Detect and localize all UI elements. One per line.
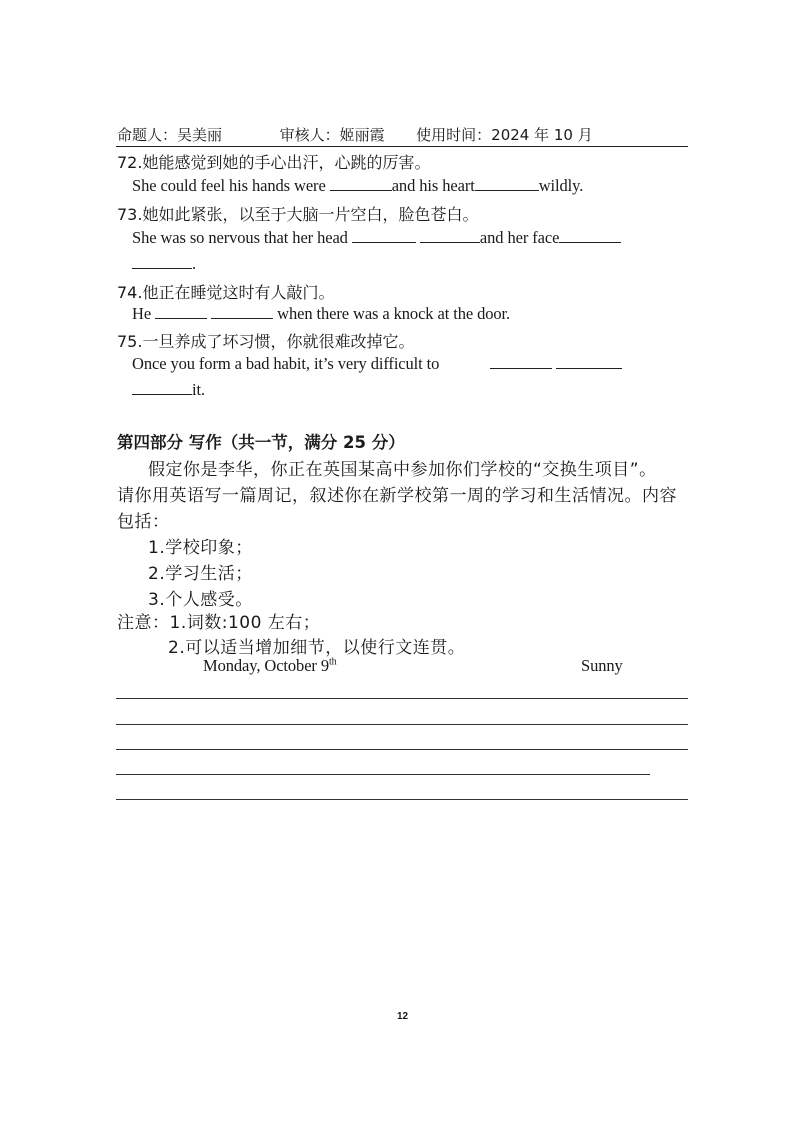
writing-prompt-line3: 包括： [117,512,170,532]
writing-prompt-line1: 假定你是李华，你正在英国某高中参加你们学校的“交换生项目”。 [148,460,657,480]
question-75-blanks [490,354,622,374]
writing-note-2: 2.可以适当增加细节，以使行文连贯。 [168,638,466,658]
writing-line[interactable] [116,799,688,800]
blank-field[interactable] [559,228,621,243]
question-72-english: She could feel his hands were and his heart wildly. [132,176,584,195]
writing-note-1: 注意：1.词数:100 左右； [117,613,321,633]
writing-item-1: 1.学校印象； [148,538,253,558]
writing-section-title: 第四部分 写作（共一节，满分 25 分） [117,433,405,452]
writing-prompt-line2: 请你用英语写一篇周记，叙述你在新学校第一周的学习和生活情况。内容 [117,486,677,506]
question-72-chinese: 72.她能感觉到她的手心出汗，心跳的厉害。 [117,153,431,172]
blank-field[interactable] [490,354,552,369]
writing-line[interactable] [116,749,688,750]
blank-field[interactable] [475,176,539,191]
writing-item-3: 3.个人感受。 [148,590,253,610]
blank-field[interactable] [211,304,273,319]
question-75-english-cont: it. [132,380,205,400]
date-label: 使用时间：2024 年 10 月 [416,126,593,144]
blank-field[interactable] [155,304,207,319]
question-74-english: He when there was a knock at the door. [132,304,511,323]
question-73-chinese: 73.她如此紧张，以至于大脑一片空白，脸色苍白。 [117,205,479,224]
blank-field[interactable] [352,228,416,243]
question-75-chinese: 75.一旦养成了坏习惯，你就很难改掉它。 [117,332,415,351]
blank-field[interactable] [132,254,192,269]
page-number: 12 [397,1011,409,1022]
question-73-english-cont: . [132,254,196,274]
header-divider [116,146,688,147]
question-74-chinese: 74.他正在睡觉这时有人敲门。 [117,283,335,302]
exam-header [117,124,593,145]
reviewer-label: 审核人：姬丽霞 [279,126,385,144]
blank-field[interactable] [556,354,622,369]
journal-weather: Sunny [581,656,623,675]
note-label: 注意： [117,613,170,633]
journal-date: Monday, October 9th [203,656,337,675]
question-73-english: She was so nervous that her head and her face [132,228,621,248]
writing-line[interactable] [116,724,688,725]
question-75-english: Once you form a bad habit, it’s very difficult to [132,354,440,373]
blank-field[interactable] [420,228,480,243]
writing-line[interactable] [116,698,688,699]
blank-field[interactable] [132,380,192,395]
writing-item-2: 2.学习生活； [148,564,253,584]
writing-line[interactable] [116,774,650,775]
blank-field[interactable] [330,176,392,191]
author-label: 命题人：吴美丽 [117,126,223,144]
